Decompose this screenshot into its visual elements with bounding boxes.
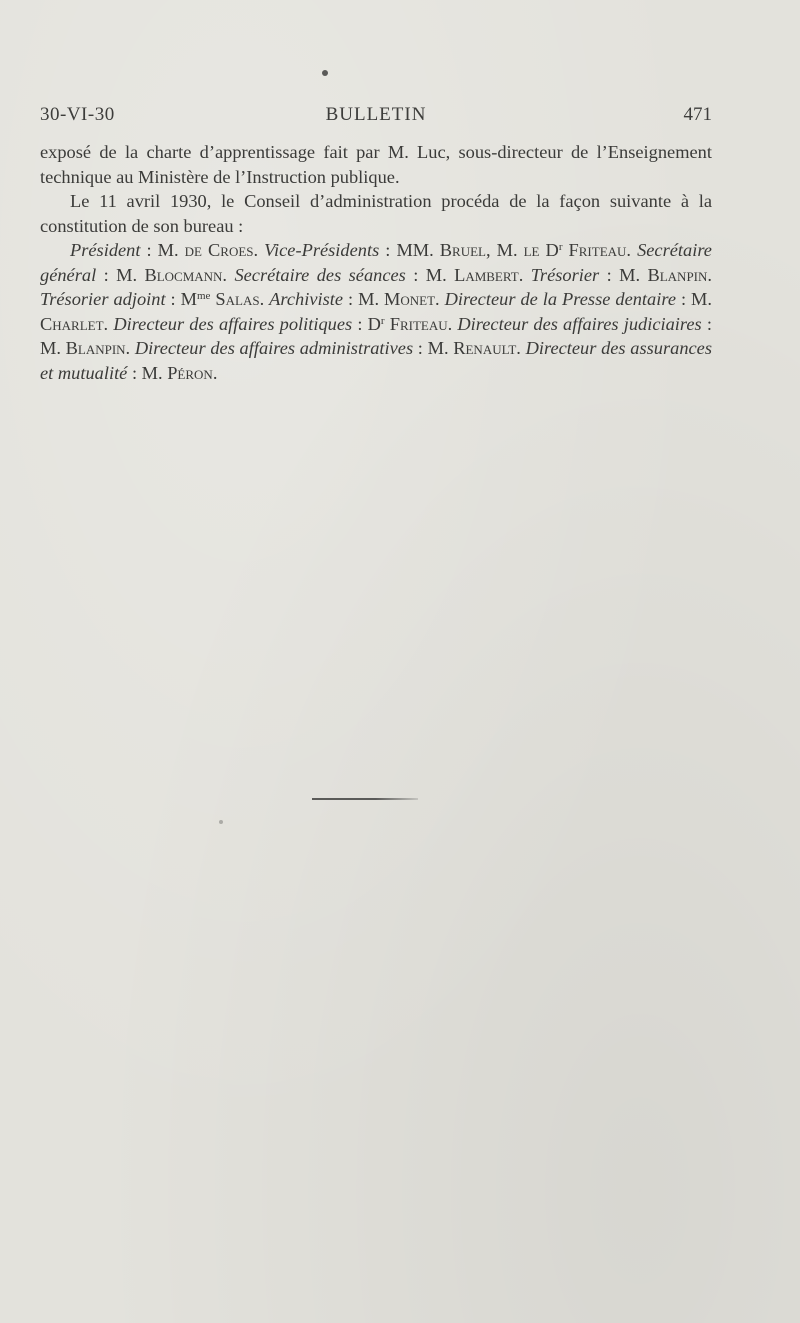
officer-title: Directeur des assurances et mutualité — [40, 338, 712, 383]
header-date: 30-VI-30 — [40, 104, 115, 125]
section-end-rule — [312, 798, 418, 800]
superscript: r — [380, 314, 385, 327]
officer-prefix: M — [180, 289, 197, 309]
paragraph-1: exposé de la charte d’apprentissage fait par M. Luc, sous-directeur de l’Enseignement technique au Ministère de l’Instruction publique. — [40, 142, 712, 187]
officer-name: M. Blanpin. — [40, 338, 131, 358]
officer-name: Friteau. — [562, 240, 632, 260]
officer-title: Secrétaire des séances — [234, 264, 406, 285]
officer-name: M. Péron. — [141, 362, 218, 383]
officer-title: Vice-Présidents — [264, 240, 380, 260]
header-title: BULLETIN — [325, 104, 427, 125]
body-text — [40, 140, 712, 385]
officer-title: Archiviste — [269, 289, 344, 309]
superscript: me — [196, 290, 211, 302]
officer-name: M. Monet. — [358, 289, 440, 309]
officer-title: Directeur de la Presse dentaire — [444, 289, 676, 309]
officer-title: Président — [70, 240, 141, 260]
officer-name: M. de Croes. — [157, 240, 259, 260]
officer-name: M. Renault. — [427, 338, 521, 358]
officer-title: Directeur des affaires administratives — [134, 338, 414, 358]
paragraph-2: Le 11 avril 1930, le Conseil d’administration procéda de la façon suivante à la constitution de son bureau : — [40, 191, 712, 236]
officer-name: Friteau. — [384, 313, 453, 334]
officer-name: MM. Bruel, M. le D — [396, 240, 559, 260]
officer-name: M. Blocmann. — [116, 264, 228, 285]
superscript: r — [558, 241, 563, 253]
page-number: 471 — [683, 104, 712, 125]
officer-name: M. Charlet. — [40, 289, 712, 334]
officer-name: Salas. — [210, 289, 265, 309]
officer-title: Directeur des affaires politiques — [113, 313, 353, 334]
paragraph-officers: Président : M. de Croes. Vice-Présidents : MM. Bruel, M. le $D^r$ Friteau. Secrétaire général : M. Blocmann. Secrétaire des séances : M. Lambert. Trésorier : M. Blanpin. Trésorier adjoint : $M^{me}$ Salas. Archiviste : M. Monet. Directeur de la Presse dentaire : M. Charlet. Directeur des affaires politiques : $D^r$ Friteau. Directeur des affaires judiciaires : M. Blanpin. Directeur des affaires administratives : M. Renault. Directeur des assurances et mutualité : M. Péron. — [40, 240, 712, 383]
officer-title: Trésorier — [530, 264, 600, 285]
officer-name: M. Blanpin. — [619, 264, 712, 285]
officer-title: Directeur des affaires judiciaires — [457, 313, 702, 334]
ink-speck — [219, 820, 223, 824]
running-header — [40, 104, 712, 130]
ink-speck — [322, 70, 328, 76]
officer-title: Secrétaire général — [40, 240, 712, 285]
officer-name: M. Lambert. — [425, 264, 524, 285]
officer-title: Trésorier adjoint — [40, 289, 166, 309]
officer-prefix: D — [367, 313, 381, 334]
